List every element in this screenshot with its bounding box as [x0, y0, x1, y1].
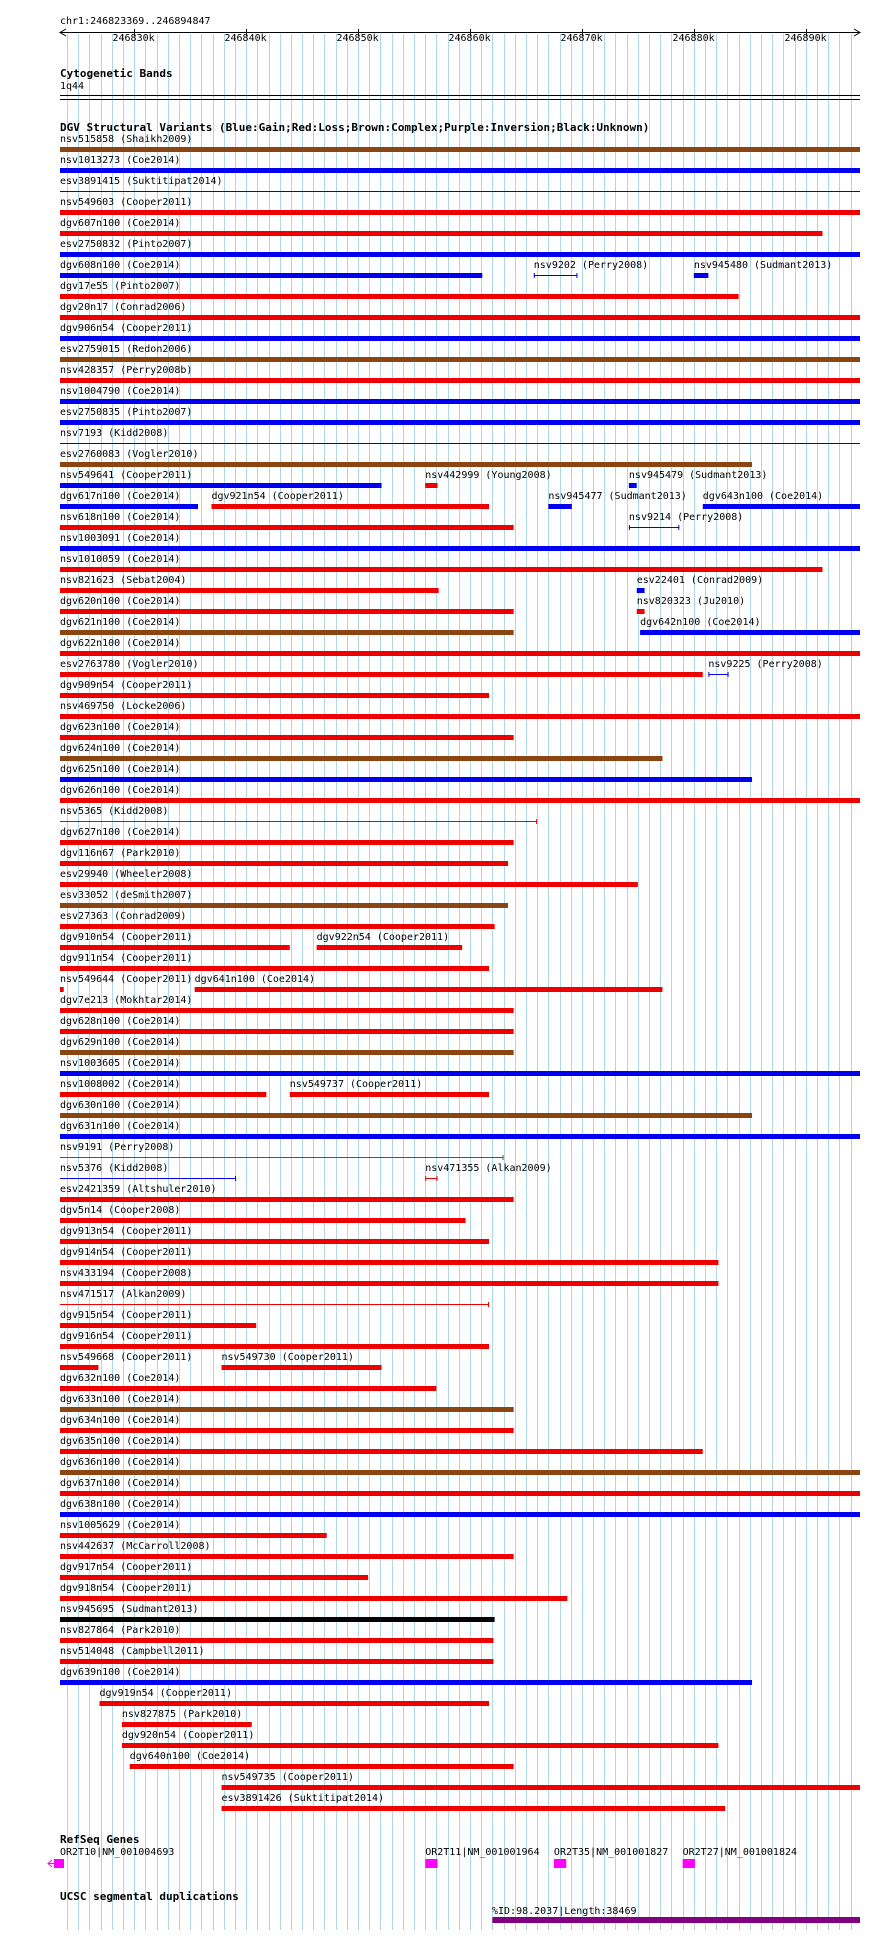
variant-bar	[60, 1638, 493, 1643]
segdup-title: UCSC segmental duplications	[60, 1890, 239, 1903]
variant-bar	[60, 798, 860, 803]
variant-bar	[708, 674, 728, 675]
variant-label: dgv911n54 (Cooper2011)	[60, 953, 193, 964]
variant-label: dgv916n54 (Cooper2011)	[60, 1331, 193, 1342]
variant-label: nsv5376 (Kidd2008)	[60, 1163, 169, 1174]
variant-label: nsv1003605 (Coe2014)	[60, 1058, 181, 1069]
variant-bar	[60, 147, 860, 152]
variant-label: nsv1005629 (Coe2014)	[60, 1520, 181, 1531]
variant-label: dgv630n100 (Coe2014)	[60, 1100, 181, 1111]
variant-bar	[425, 1178, 437, 1179]
variant-bar	[60, 1260, 718, 1265]
variant-label: nsv549737 (Cooper2011)	[289, 1079, 423, 1090]
variant-bar	[629, 527, 679, 528]
variant-start	[708, 672, 709, 677]
variant-label: nsv442999 (Young2008)	[425, 470, 552, 481]
variant-bar	[534, 275, 578, 276]
variant-label: esv2750832 (Pinto2007)	[60, 239, 193, 250]
gene-exon	[554, 1859, 566, 1868]
variant-start	[534, 273, 535, 278]
variant-label: dgv918n54 (Cooper2011)	[60, 1583, 193, 1594]
variant-label: dgv607n100 (Coe2014)	[60, 218, 181, 229]
variant-label: nsv820323 (Ju2010)	[636, 596, 746, 607]
variant-label: nsv7193 (Kidd2008)	[60, 428, 169, 439]
variant-label: dgv637n100 (Coe2014)	[60, 1478, 181, 1489]
variant-label: nsv9225 (Perry2008)	[708, 659, 823, 670]
variant-label: dgv640n100 (Coe2014)	[129, 1751, 251, 1762]
variant-label: nsv515858 (Shaikh2009)	[60, 134, 193, 145]
cytoband-line	[60, 95, 860, 96]
variant-bar	[60, 1050, 514, 1055]
variant-bar	[60, 1554, 514, 1559]
variant-label: dgv627n100 (Coe2014)	[60, 827, 181, 838]
variant-label: dgv632n100 (Coe2014)	[60, 1373, 181, 1384]
gene-label: OR2T11|NM_001001964	[425, 1847, 540, 1858]
cytoband-label: 1q44	[60, 81, 85, 92]
variant-bar	[60, 1323, 256, 1328]
variant-bar	[637, 609, 645, 614]
variant-bar	[60, 1596, 567, 1601]
variant-end	[678, 525, 679, 530]
variant-label: dgv620n100 (Coe2014)	[60, 596, 181, 607]
variant-bar	[60, 609, 514, 614]
variant-bar	[60, 1680, 752, 1685]
gene-exon	[425, 1859, 437, 1868]
segdup-label: %ID:98.2037|Length:38469	[492, 1906, 637, 1917]
variant-bar	[60, 924, 495, 929]
variant-bar	[425, 483, 437, 488]
variant-bar	[60, 903, 508, 908]
variant-bar	[640, 630, 860, 635]
variant-bar	[60, 1239, 489, 1244]
variant-bar	[60, 588, 439, 593]
variant-start	[629, 525, 630, 530]
variant-bar	[60, 1281, 718, 1286]
variant-label: dgv5n14 (Cooper2008)	[60, 1205, 181, 1216]
variant-label: esv2759015 (Redon2006)	[60, 344, 193, 355]
variant-bar	[60, 840, 514, 845]
variant-label: nsv5365 (Kidd2008)	[60, 806, 169, 817]
variant-bar	[60, 273, 482, 278]
ruler-tick-label: 246840k	[224, 33, 267, 44]
variant-bar	[60, 651, 860, 656]
ruler-tick-label: 246850k	[336, 33, 379, 44]
variant-label: dgv906n54 (Cooper2011)	[60, 323, 193, 334]
variant-bar	[60, 693, 489, 698]
variant-bar	[60, 1533, 327, 1538]
variant-bar	[60, 1344, 489, 1349]
variant-bar	[60, 1218, 466, 1223]
variant-bar	[122, 1743, 719, 1748]
variant-label: dgv621n100 (Coe2014)	[60, 617, 181, 628]
variant-bar	[60, 672, 703, 677]
variant-label: dgv608n100 (Coe2014)	[60, 260, 181, 271]
variant-bar	[60, 756, 662, 761]
variant-label: dgv626n100 (Coe2014)	[60, 785, 181, 796]
variant-bar	[60, 168, 860, 173]
variant-bar	[60, 735, 514, 740]
gene-label: OR2T10|NM_001004693	[60, 1847, 175, 1858]
variant-label: nsv821623 (Sebat2004)	[60, 575, 187, 586]
variant-bar	[60, 945, 290, 950]
variant-bar	[60, 1449, 703, 1454]
variant-label: nsv945477 (Sudmant2013)	[548, 491, 687, 502]
variant-label: nsv549735 (Cooper2011)	[221, 1772, 354, 1783]
variant-bar	[60, 714, 860, 719]
variant-label: dgv17e55 (Pinto2007)	[60, 281, 181, 292]
variant-label: dgv913n54 (Cooper2011)	[60, 1226, 193, 1237]
variant-label: dgv624n100 (Coe2014)	[60, 743, 181, 754]
variant-bar	[60, 1617, 495, 1622]
variant-label: dgv915n54 (Cooper2011)	[60, 1310, 193, 1321]
variant-bar	[60, 567, 823, 572]
variant-bar	[211, 504, 489, 509]
variant-label: nsv827864 (Park2010)	[60, 1625, 181, 1636]
variant-bar	[60, 1407, 514, 1412]
variant-label: dgv909n54 (Cooper2011)	[60, 680, 193, 691]
variant-end	[536, 819, 537, 824]
refseq-title: RefSeq Genes	[60, 1833, 140, 1846]
variant-label: dgv636n100 (Coe2014)	[60, 1457, 181, 1468]
ruler-tick-label: 246890k	[784, 33, 827, 44]
variant-label: nsv1004790 (Coe2014)	[60, 386, 181, 397]
variant-label: nsv9191 (Perry2008)	[60, 1142, 175, 1153]
variant-label: dgv922n54 (Cooper2011)	[316, 932, 450, 943]
variant-bar	[60, 966, 489, 971]
variant-bar	[60, 1008, 514, 1013]
variant-label: dgv917n54 (Cooper2011)	[60, 1562, 193, 1573]
variant-bar	[60, 861, 508, 866]
variant-bar	[548, 504, 572, 509]
variant-bar	[60, 315, 860, 320]
variant-label: nsv549668 (Cooper2011)	[60, 1352, 193, 1363]
variant-bar	[60, 231, 823, 236]
variant-end	[488, 1302, 489, 1307]
variant-label: esv33052 (deSmith2007)	[60, 890, 193, 901]
variant-label: dgv919n54 (Cooper2011)	[99, 1688, 232, 1699]
variant-bar	[60, 1071, 860, 1076]
variant-label: dgv628n100 (Coe2014)	[60, 1016, 181, 1027]
variant-bar	[130, 1764, 514, 1769]
variant-end	[728, 672, 729, 677]
variant-bar	[60, 336, 860, 341]
variant-label: dgv643n100 (Coe2014)	[702, 491, 824, 502]
variant-label: dgv920n54 (Cooper2011)	[121, 1730, 255, 1741]
ruler-tick-label: 246870k	[560, 33, 603, 44]
variant-end	[503, 1155, 504, 1160]
gene-exon	[683, 1859, 695, 1868]
variant-bar	[60, 1575, 368, 1580]
segdup-bar	[492, 1917, 860, 1923]
variant-label: nsv514048 (Campbell2011)	[60, 1646, 205, 1657]
variant-label: esv22401 (Conrad2009)	[636, 575, 764, 586]
variant-bar	[60, 483, 382, 488]
gene-label: OR2T27|NM_001001824	[682, 1847, 798, 1858]
variant-bar	[60, 821, 537, 822]
variant-bar	[703, 504, 860, 509]
variant-bar	[60, 777, 752, 782]
variant-label: nsv428357 (Perry2008b)	[60, 365, 193, 376]
variant-label: nsv549644 (Cooper2011)	[60, 974, 193, 985]
variant-label: dgv617n100 (Coe2014)	[60, 491, 181, 502]
variant-bar	[60, 525, 514, 530]
variant-bar	[60, 1512, 860, 1517]
variant-bar	[60, 1428, 514, 1433]
variant-bar	[195, 987, 663, 992]
variant-label: dgv625n100 (Coe2014)	[60, 764, 181, 775]
variant-label: nsv1010059 (Coe2014)	[60, 554, 181, 565]
variant-label: dgv639n100 (Coe2014)	[60, 1667, 181, 1678]
ruler-tick-label: 246880k	[672, 33, 715, 44]
variant-bar	[60, 1365, 98, 1370]
variant-label: esv2421359 (Altshuler2010)	[60, 1184, 217, 1195]
variant-label: nsv9202 (Perry2008)	[533, 260, 649, 271]
variant-label: nsv1003091 (Coe2014)	[60, 533, 181, 544]
variant-bar	[629, 483, 637, 488]
variant-bar	[60, 1470, 860, 1475]
variant-label: nsv549641 (Cooper2011)	[60, 470, 193, 481]
variant-bar	[60, 1386, 436, 1391]
ruler-tick-label: 246830k	[112, 33, 155, 44]
position-label: chr1:246823369..246894847	[60, 16, 211, 27]
variant-label: dgv633n100 (Coe2014)	[60, 1394, 181, 1405]
variant-bar	[60, 1157, 504, 1158]
variant-bar	[637, 588, 645, 593]
variant-label: nsv945480 (Sudmant2013)	[693, 260, 833, 271]
variant-label: dgv910n54 (Cooper2011)	[60, 932, 193, 943]
variant-bar	[290, 1092, 489, 1097]
variant-bar	[60, 1197, 514, 1202]
variant-label: nsv433194 (Cooper2008)	[60, 1268, 193, 1279]
variant-bar	[60, 882, 638, 887]
variant-bar	[60, 1304, 489, 1305]
variant-bar	[60, 357, 860, 362]
variant-bar	[100, 1701, 489, 1706]
variant-bar	[60, 252, 860, 257]
variant-label: esv27363 (Conrad2009)	[60, 911, 187, 922]
variant-label: nsv945695 (Sudmant2013)	[60, 1604, 199, 1615]
variant-label: dgv635n100 (Coe2014)	[60, 1436, 181, 1447]
variant-bar	[60, 1491, 860, 1496]
variant-label: dgv623n100 (Coe2014)	[60, 722, 181, 733]
variant-label: nsv471517 (Alkan2009)	[60, 1289, 187, 1300]
variant-label: dgv629n100 (Coe2014)	[60, 1037, 181, 1048]
variant-label: nsv1013273 (Coe2014)	[60, 155, 181, 166]
variant-bar	[60, 210, 860, 215]
variant-label: dgv631n100 (Coe2014)	[60, 1121, 181, 1132]
variant-label: dgv116n67 (Park2010)	[60, 848, 181, 859]
variant-label: dgv634n100 (Coe2014)	[60, 1415, 181, 1426]
variant-bar	[222, 1365, 382, 1370]
variant-bar	[222, 1785, 860, 1790]
cytogenetic-bands-title: Cytogenetic Bands	[60, 67, 173, 80]
variant-bar	[60, 420, 860, 425]
variant-label: dgv921n54 (Cooper2011)	[211, 491, 344, 502]
variant-end	[235, 1176, 236, 1181]
variant-label: dgv641n100 (Coe2014)	[194, 974, 316, 985]
variant-bar	[60, 294, 739, 299]
variant-start	[425, 1176, 426, 1181]
variant-bar	[122, 1722, 252, 1727]
variant-label: nsv442637 (McCarroll2008)	[60, 1541, 211, 1552]
variant-label: esv3891415 (Suktitipat2014)	[60, 176, 223, 187]
variant-label: esv29940 (Wheeler2008)	[60, 869, 193, 880]
variant-bar	[60, 987, 64, 992]
variant-bar	[60, 443, 860, 444]
variant-label: dgv7e213 (Mokhtar2014)	[60, 995, 193, 1006]
variant-label: nsv618n100 (Coe2014)	[60, 512, 181, 523]
variant-bar	[60, 1092, 266, 1097]
variant-bar	[60, 1178, 236, 1179]
variant-bar	[222, 1806, 726, 1811]
variant-label: esv2750835 (Pinto2007)	[60, 407, 193, 418]
variant-label: dgv622n100 (Coe2014)	[60, 638, 181, 649]
variant-label: esv2763780 (Vogler2010)	[60, 659, 199, 670]
variant-bar	[60, 1659, 493, 1664]
variant-label: dgv914n54 (Cooper2011)	[60, 1247, 193, 1258]
variant-label: nsv945479 (Sudmant2013)	[628, 470, 768, 481]
variant-label: nsv9214 (Perry2008)	[628, 512, 744, 523]
variant-label: nsv827875 (Park2010)	[121, 1709, 243, 1720]
variant-end	[437, 1176, 438, 1181]
variant-label: nsv549603 (Cooper2011)	[60, 197, 193, 208]
variant-end	[576, 273, 577, 278]
gene-label: OR2T35|NM_001001827	[553, 1847, 669, 1858]
ruler-tick-label: 246860k	[448, 33, 491, 44]
variant-label: esv3891426 (Suktitipat2014)	[221, 1793, 385, 1804]
variant-bar	[60, 1113, 752, 1118]
variant-bar	[60, 399, 860, 404]
variant-bar	[694, 273, 709, 278]
variant-bar	[317, 945, 462, 950]
dgv-track-title: DGV Structural Variants (Blue:Gain;Red:Loss;Brown:Complex;Purple:Inversion;Black:Unknown)	[60, 121, 650, 134]
variant-label: dgv642n100 (Coe2014)	[640, 617, 761, 628]
variant-label: nsv471355 (Alkan2009)	[425, 1163, 552, 1174]
variant-bar	[60, 1029, 514, 1034]
variant-bar	[60, 1134, 860, 1139]
variant-label: esv2760083 (Vogler2010)	[60, 449, 199, 460]
variant-label: dgv638n100 (Coe2014)	[60, 1499, 181, 1510]
variant-bar	[60, 630, 514, 635]
variant-bar	[60, 504, 198, 509]
variant-bar	[60, 378, 860, 383]
variant-label: nsv549730 (Cooper2011)	[221, 1352, 354, 1363]
cytoband-line	[60, 99, 860, 100]
variant-label: nsv469750 (Locke2006)	[60, 701, 187, 712]
variant-bar	[60, 546, 860, 551]
variant-bar	[60, 191, 860, 192]
variant-label: nsv1008002 (Coe2014)	[60, 1079, 181, 1090]
variant-bar	[60, 462, 752, 467]
variant-label: dgv20n17 (Conrad2006)	[60, 302, 187, 313]
